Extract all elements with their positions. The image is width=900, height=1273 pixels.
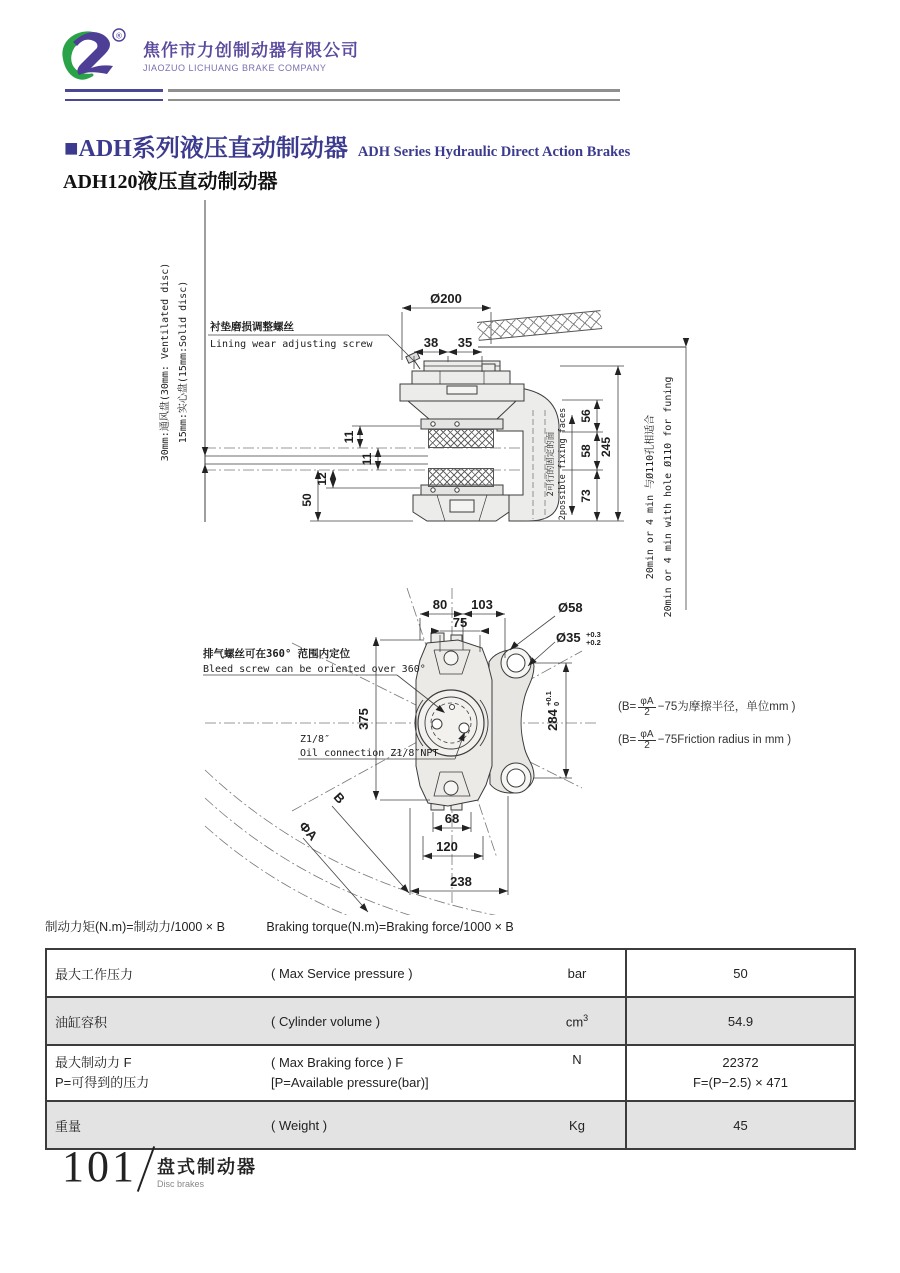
- dim-diameter-200: Ø200: [430, 291, 462, 306]
- spec-unit: N: [529, 1045, 626, 1101]
- table-row: [46, 1045, 855, 1101]
- section-title: [64, 128, 630, 163]
- dim-12: 12: [315, 472, 329, 486]
- dim-diameter-58: Ø58: [558, 600, 583, 615]
- side-view-dimensions: [208, 308, 686, 610]
- dim-284: 284: [545, 709, 560, 731]
- page-footer: [62, 1142, 257, 1193]
- friction-note-en: [618, 730, 858, 751]
- header: [55, 26, 359, 82]
- footer-category-cn: 盘式制动器: [157, 1157, 257, 1177]
- dim-80: 80: [432, 597, 448, 612]
- disc-note-line2: 15mm:实心盘(15mm:Solid disc): [178, 280, 189, 444]
- dim-50: 50: [300, 493, 314, 507]
- friction-suffix-en: −75Friction radius in mm ): [657, 733, 792, 746]
- spec-label-en: ( Cylinder volume ): [263, 997, 529, 1045]
- spec-label-cn: 油缸容积: [46, 997, 263, 1045]
- page-number: 101: [62, 1142, 137, 1191]
- bleed-screw-note-en: Bleed screw can be oriented over 360°: [203, 664, 426, 675]
- dim-68: 68: [444, 811, 460, 826]
- company-logo-icon: [55, 26, 133, 82]
- dim-38: 38: [423, 335, 439, 350]
- friction-prefix-en: (B=: [618, 733, 637, 746]
- dim-245: 245: [599, 436, 613, 458]
- dim-11-upper: 11: [342, 430, 356, 444]
- spec-value: 54.9: [626, 997, 855, 1045]
- table-row: [46, 1101, 855, 1149]
- friction-fraction: [638, 697, 656, 718]
- radius-label-phi-a: ΦA: [296, 818, 321, 844]
- spec-unit: bar: [529, 949, 626, 997]
- lining-label-cn: 衬垫磨损调整螺丝: [210, 321, 294, 333]
- spec-label-cn: [46, 1045, 263, 1101]
- footer-slash: [137, 1146, 155, 1192]
- dim-diameter-35: Ø35: [556, 630, 581, 645]
- dim-35-tol-upper: +0.3: [586, 630, 601, 639]
- radius-label-b: B: [330, 789, 349, 807]
- fraction-numerator-en: φA: [640, 729, 654, 740]
- spec-label-en: [263, 1045, 529, 1101]
- unit-superscript: 3: [583, 1012, 589, 1023]
- spec-unit: [529, 997, 626, 1045]
- upper-brake-pad-hatch: [428, 429, 494, 448]
- dim-75: 75: [452, 615, 468, 630]
- drawing-linework: [0, 195, 900, 915]
- dim-56: 56: [579, 409, 593, 423]
- product-subtitle: ADH120液压直动制动器: [63, 171, 278, 193]
- dim-103: 103: [471, 597, 493, 612]
- lower-brake-pad-hatch: [428, 468, 494, 487]
- torque-formula-en: Braking torque(N.m)=Braking force/1000 × B: [266, 920, 514, 934]
- spec-value-line2: F=(P−2.5) × 471: [692, 1075, 789, 1090]
- spec-label-cn-line2: P=可得到的压力: [55, 1075, 150, 1090]
- spec-label-en: ( Weight ): [263, 1101, 529, 1149]
- oil-connection-en: Oil connection Z1/8″NPT: [300, 748, 439, 759]
- friction-suffix-cn: −75为摩擦半径，单位mm ): [657, 700, 796, 713]
- fraction-numerator: φA: [640, 696, 654, 707]
- company-name-en: JIAOZUO LICHUANG BRAKE COMPANY: [143, 62, 327, 73]
- dim-284-tol-lower: 0: [552, 701, 561, 706]
- friction-fraction-en: [638, 730, 656, 751]
- disc-note-line1: 30mm:通风盘(30mm: Ventilated disc): [160, 262, 171, 462]
- header-rule: [65, 89, 620, 96]
- registered-mark: ®: [116, 31, 122, 41]
- friction-prefix-cn: (B=: [618, 700, 637, 713]
- dim-58: 58: [579, 444, 593, 458]
- company-name-cn: 焦作市力创制动器有限公司: [143, 40, 359, 60]
- spec-value: 50: [626, 949, 855, 997]
- unit-base: cm: [565, 1014, 584, 1030]
- lining-label-en: Lining wear adjusting screw: [210, 339, 373, 350]
- fraction-denominator: 2: [638, 707, 656, 718]
- dim-120: 120: [436, 839, 458, 854]
- footer-category-en: Disc brakes: [157, 1179, 205, 1189]
- dim-375: 375: [356, 708, 371, 730]
- spec-table: [45, 948, 856, 1150]
- friction-radius-note: [618, 697, 858, 763]
- oil-connection-cn: Z1/8″: [300, 734, 331, 745]
- dim-73: 73: [579, 489, 593, 503]
- table-row: [46, 997, 855, 1045]
- table-row: [46, 949, 855, 997]
- technical-drawing: [0, 195, 900, 915]
- torque-formula-cn: 制动力矩(N.m)=制动力/1000 × B: [45, 920, 225, 934]
- section-title-cn: ■ADH系列液压直动制动器: [64, 136, 348, 162]
- dim-284-tol-upper: +0.1: [544, 691, 553, 706]
- dim-11-lower: 11: [360, 452, 374, 466]
- fraction-denominator-en: 2: [638, 740, 656, 751]
- spec-label-en-line1: ( Max Braking force ) F: [271, 1054, 404, 1070]
- spec-label-en-line2: [P=Available pressure(bar)]: [271, 1075, 429, 1090]
- torque-formula: [45, 917, 514, 935]
- spec-label-cn-line1: 最大制动力 F: [55, 1054, 132, 1070]
- spec-value: [626, 1045, 855, 1101]
- hole-note-cn: 20min or 4 min 与Ø110孔相适合: [645, 414, 656, 580]
- hole-note-en: 20min or 4 min with hole Ø110 for funing: [663, 376, 674, 618]
- spec-unit: Kg: [529, 1101, 626, 1149]
- bleed-screw-note-cn: 排气螺丝可在360° 范围内定位: [203, 648, 351, 660]
- spec-value-line1: 22372: [722, 1054, 759, 1070]
- dim-35: 35: [457, 335, 473, 350]
- spec-label-en: ( Max Service pressure ): [263, 949, 529, 997]
- spec-value: 45: [626, 1101, 855, 1149]
- friction-note-cn: [618, 697, 858, 718]
- spec-label-cn: 重量: [46, 1101, 263, 1149]
- fixing-faces-en: 2possible fixing faces: [558, 407, 568, 521]
- fixing-faces-cn: 2可行的固定的面: [546, 431, 556, 497]
- dim-238: 238: [450, 874, 472, 889]
- section-title-en: ADH Series Hydraulic Direct Action Brakes: [357, 144, 631, 160]
- dim-35-tol-lower: +0.2: [586, 638, 601, 647]
- spec-label-cn: 最大工作压力: [46, 949, 263, 997]
